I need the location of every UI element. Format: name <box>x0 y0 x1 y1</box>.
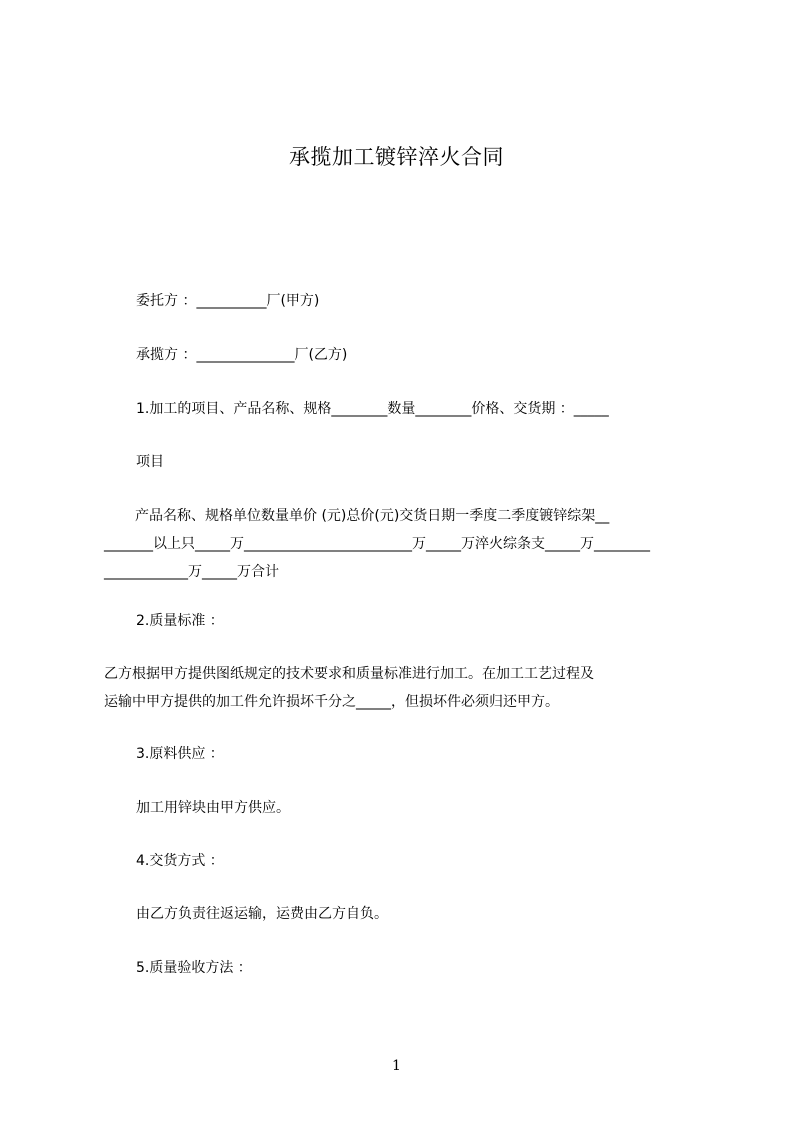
item1-project-label: 项目 <box>136 454 164 470</box>
item1-table-line: 产品名称、规格单位数量单价 (元)总价(元)交货日期一季度二季度镀锌综架__ <box>135 508 610 524</box>
item3-body: 加工用锌块由甲方供应。 <box>136 800 290 816</box>
item1-table-text <box>104 502 704 586</box>
item5-heading: 5.质量验收方法 ： <box>136 960 252 976</box>
item4-heading: 4.交货方式 ： <box>136 853 224 869</box>
item2-heading: 2.质量标准 ： <box>136 613 224 629</box>
client-party-line: 委托方 ：__________厂(甲方) <box>136 293 320 309</box>
item2-body-line: 乙方根据甲方提供图纸规定的技术要求和质量标准进行加工。在加工工艺过程及 <box>104 666 594 682</box>
item1-table-line: ____________万_____万合计 <box>104 564 279 580</box>
item3-heading: 3.原料供应 ： <box>136 746 224 762</box>
item2-body <box>104 660 704 716</box>
item1-table-line: _______以上只_____万________________________万_____万淬火综条支_____万________ <box>104 536 650 552</box>
contract-title: 承揽加工镀锌淬火合同 <box>289 145 504 169</box>
item1-heading: 1.加工的项目、产品名称、规格________数量________价格、交货期 ：_____ <box>136 401 609 417</box>
page-number: 1 <box>392 1058 401 1074</box>
item4-body: 由乙方负责往返运输，运费由乙方自负。 <box>136 906 388 922</box>
contractor-party-line: 承揽方 ：______________厂(乙方) <box>136 347 348 363</box>
item2-body-line: 运输中甲方提供的加工件允许损坏千分之_____，但损坏件必须归还甲方。 <box>104 694 559 710</box>
